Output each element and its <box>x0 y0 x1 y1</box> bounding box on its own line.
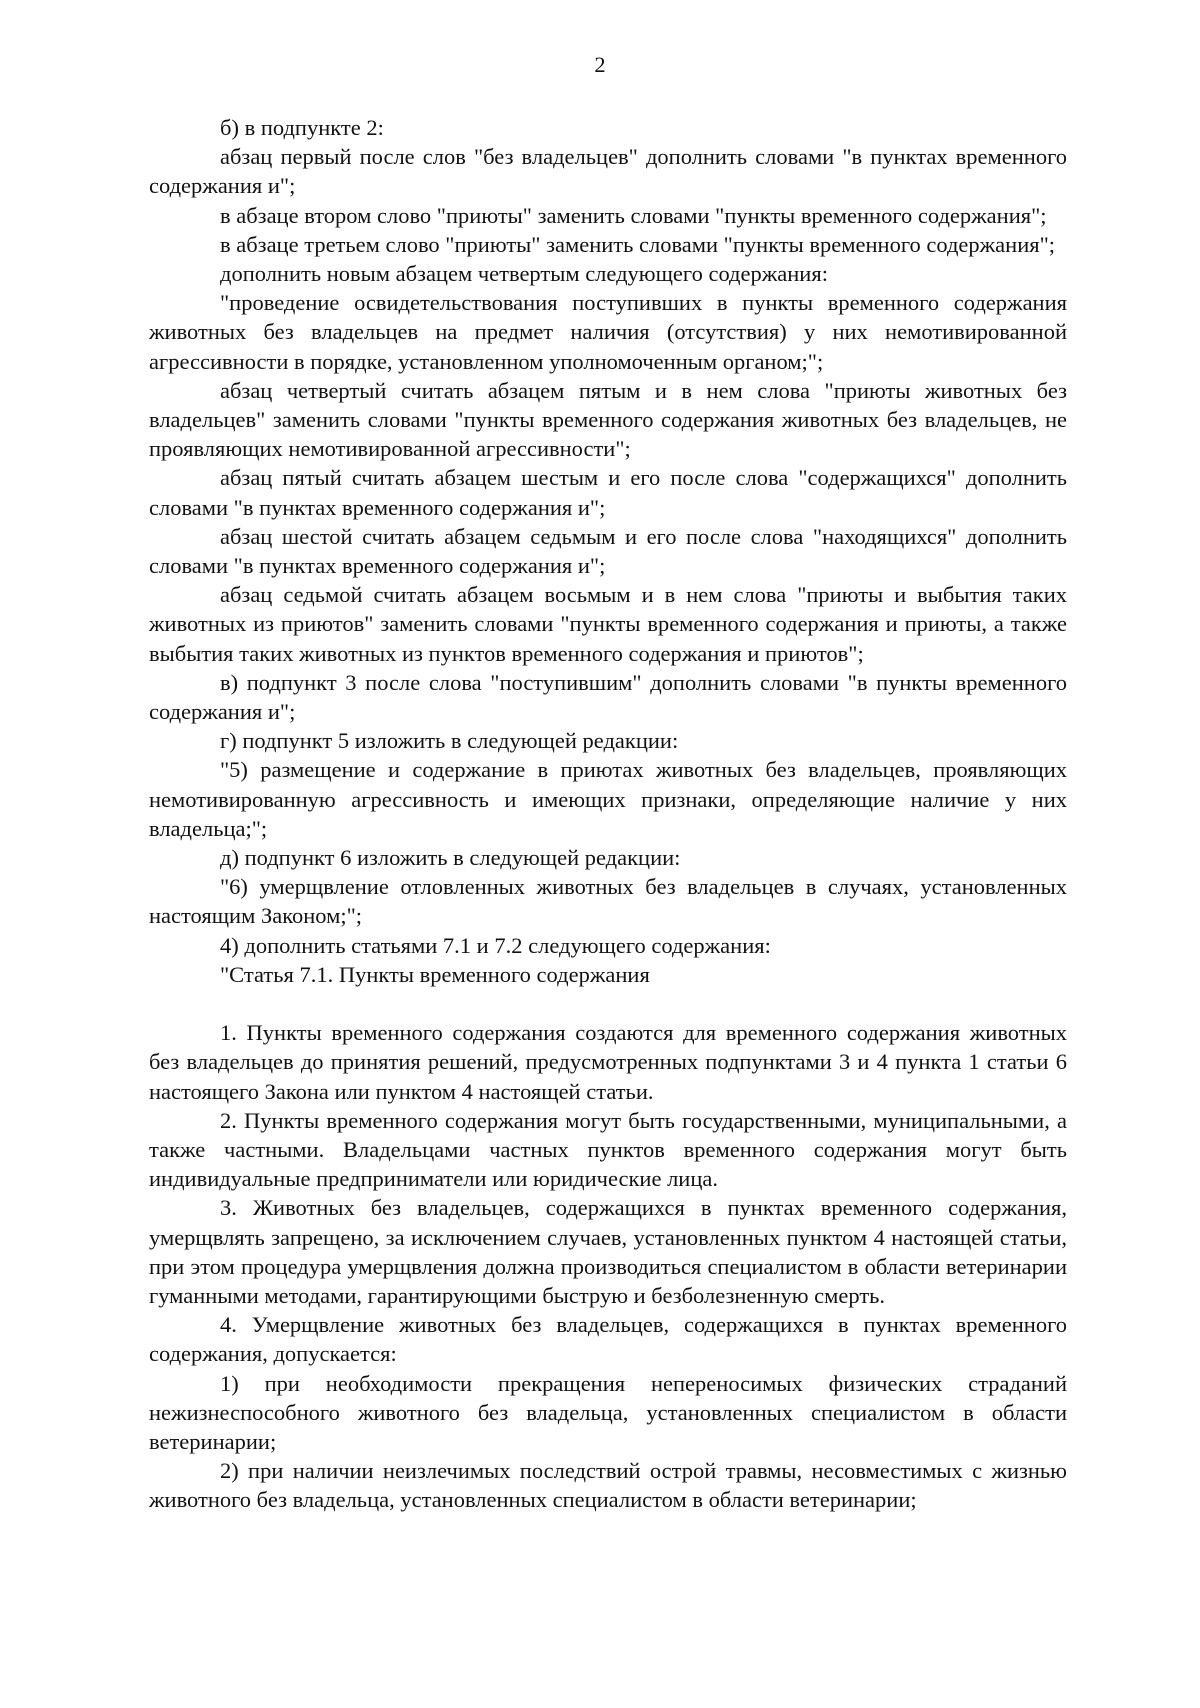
blank-line <box>149 989 1067 1018</box>
article-paragraph: 1. Пункты временного содержания создаются для временного содержания животных без владельцев до принятия решений, предусмотренных подпунктами 3 и 4 пункта 1 статьи 6 настоящего Закона или пунктом 4 настоящей статьи. <box>149 1020 1067 1104</box>
paragraph: д) подпункт 6 изложить в следующей редакции: <box>220 845 681 871</box>
article-heading: "Статья 7.1. Пункты временного содержания <box>220 961 650 987</box>
page-number: 2 <box>594 52 606 77</box>
paragraph: абзац пятый считать абзацем шестым и его после слова "содержащихся" дополнить словами "в пунктах временного содержания и"; <box>149 465 1067 520</box>
document-body <box>149 113 1067 1515</box>
article-paragraph: 4. Умерщвление животных без владельцев, содержащихся в пунктах временного содержания, допускается: <box>149 1312 1067 1367</box>
paragraph: в абзаце втором слово "приюты" заменить словами "пункты временного содержания"; <box>220 202 1047 228</box>
paragraph: б) в подпункте 2: <box>220 115 384 140</box>
paragraph: дополнить новым абзацем четвертым следующего содержания: <box>220 261 828 287</box>
paragraph: 4) дополнить статьями 7.1 и 7.2 следующего содержания: <box>220 932 771 958</box>
paragraph: г) подпункт 5 изложить в следующей редакции: <box>220 728 679 754</box>
paragraph: "6) умерщвление отловленных животных без владельцев в случаях, установленных настоящим Законом;"; <box>149 874 1067 929</box>
paragraph: в абзаце третьем слово "приюты" заменить словами "пункты временного содержания"; <box>220 231 1056 257</box>
paragraph: абзац шестой считать абзацем седьмым и его после слова "находящихся" дополнить словами "в пунктах временного содержания и"; <box>149 523 1067 579</box>
paragraph: "проведение освидетельствования поступивших в пункты временного содержания животных без владельцев на предмет наличия (отсутствия) у них немотивированной агрессивности в порядке, установленном уполномоченным органом;"; <box>149 290 1067 374</box>
paragraph: абзац первый после слов "без владельцев" дополнить словами "в пунктах временного содержания и"; <box>149 144 1067 199</box>
article-paragraph: 1) при необходимости прекращения непереносимых физических страданий нежизнеспособного животного без владельца, установленных специалистом в области ветеринарии; <box>149 1370 1067 1454</box>
paragraph: "5) размещение и содержание в приютах животных без владельцев, проявляющих немотивированную агрессивность и имеющих признаки, определяющие наличие у них владельца;"; <box>149 757 1067 841</box>
article-paragraph: 2) при наличии неизлечимых последствий острой травмы, несовместимых с жизнью животного без владельца, установленных специалистом в области ветеринарии; <box>149 1458 1067 1513</box>
paragraph: абзац седьмой считать абзацем восьмым и в нем слова "приюты и выбытия таких животных из приютов" заменить словами "пункты временного содержания и приюты, а также выбытия таких животных из пунктов временного содержания и приютов"; <box>149 582 1067 666</box>
article-paragraph: 3. Животных без владельцев, содержащихся в пунктах временного содержания, умерщвлять запрещено, за исключением случаев, установленных пунктом 4 настоящей статьи, при этом процедура умерщвления должна производиться специалистом в области ветеринарии гуманными методами, гарантирующими быструю и безболезненную смерть. <box>149 1195 1067 1308</box>
article-paragraph: 2. Пункты временного содержания могут быть государственными, муниципальными, а также частными. Владельцами частных пунктов временного содержания могут быть индивидуальные предприниматели или юридические лица. <box>149 1107 1067 1192</box>
paragraph: абзац четвертый считать абзацем пятым и в нем слова "приюты животных без владельцев" заменить словами "пункты временного содержания животных без владельцев, не проявляющих немотивированной агрессивности"; <box>149 377 1067 462</box>
paragraph: в) подпункт 3 после слова "поступившим" дополнить словами "в пункты временного содержания и"; <box>149 669 1067 725</box>
